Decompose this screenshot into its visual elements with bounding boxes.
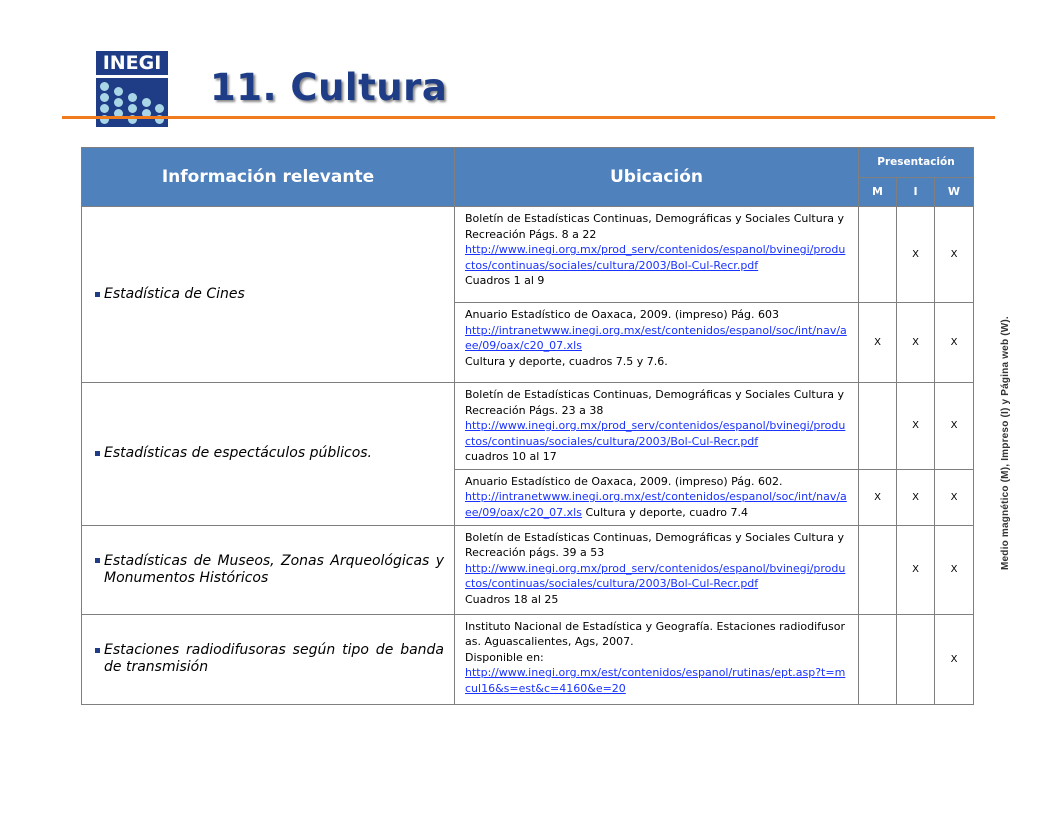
page-title: 11. Cultura	[210, 66, 448, 109]
information-table	[81, 147, 974, 705]
source-text: Instituto Nacional de Estadística y Geografía. Estaciones radiodifusoras. Aguascalientes, Ags, 2007.	[465, 619, 845, 648]
source-link[interactable]: http://www.inegi.org.mx/prod_serv/contenidos/espanol/bvinegi/productos/continuas/sociales/cultura/2003/Bol-Cul-Recr.pdf	[465, 243, 846, 272]
mark-i: X	[897, 207, 935, 303]
header-ubicacion: Ubicación	[455, 148, 859, 207]
table-reference: Cultura y deporte, cuadros 7.5 y 7.6.	[465, 354, 668, 368]
bullet-icon	[95, 558, 100, 563]
source-text: Anuario Estadístico de Oaxaca, 2009. (impreso) Pág. 603	[465, 308, 780, 321]
mark-i	[897, 614, 935, 704]
mark-w: X	[935, 303, 974, 383]
table-reference: Cuadros 1 al 9	[465, 274, 545, 287]
topic-cell	[82, 207, 455, 383]
mark-w: X	[935, 525, 974, 614]
location-cell	[455, 207, 859, 303]
source-link[interactable]: http://www.inegi.org.mx/est/contenidos/espanol/rutinas/ept.asp?t=mcul16&s=est&c=4160&e=20	[465, 666, 846, 695]
mark-m	[859, 207, 897, 303]
table-row	[82, 614, 974, 704]
table-reference: Cultura y deporte, cuadro 7.4	[585, 505, 749, 519]
location-cell	[455, 383, 859, 470]
mark-w: X	[935, 469, 974, 525]
title-underline	[62, 116, 995, 119]
source-text: Boletín de Estadísticas Continuas, Demográficas y Sociales Cultura y Recreación págs. 39 a 53	[465, 530, 844, 559]
source-text: Boletín de Estadísticas Continuas, Demográficas y Sociales Cultura y Recreación Págs. 23 a 38	[465, 388, 844, 417]
mark-m	[859, 525, 897, 614]
logo-wordmark: INEGI	[96, 51, 168, 75]
header-w: W	[935, 177, 974, 207]
mark-w: X	[935, 207, 974, 303]
source-link[interactable]: http://www.inegi.org.mx/prod_serv/contenidos/espanol/bvinegi/productos/continuas/sociales/cultura/2003/Bol-Cul-Recr.pdf	[465, 419, 846, 448]
table-reference: cuadros 10 al 17	[465, 450, 557, 463]
presentation-legend: Medio magnético (M), Impreso (I) y Página web (W).	[1000, 316, 1011, 570]
source-text: Anuario Estadístico de Oaxaca, 2009. (impreso) Pág. 602.	[465, 474, 783, 488]
topic-label: Estadísticas de espectáculos públicos.	[104, 445, 373, 462]
availability-label: Disponible en:	[465, 650, 544, 664]
mark-i: X	[897, 303, 935, 383]
bullet-icon	[95, 451, 100, 456]
mark-m: X	[859, 469, 897, 525]
table-row	[82, 525, 974, 614]
source-link[interactable]: http://intranetwww.inegi.org.mx/est/contenidos/espanol/soc/int/nav/aee/09/oax/c20_07.xls	[465, 323, 847, 352]
location-cell	[455, 469, 859, 525]
source-link[interactable]: http://www.inegi.org.mx/prod_serv/contenidos/espanol/bvinegi/productos/continuas/sociales/cultura/2003/Bol-Cul-Recr.pdf	[465, 561, 846, 590]
header-presentacion: Presentación	[859, 148, 974, 178]
table-row	[82, 207, 974, 303]
mark-i: X	[897, 383, 935, 470]
mark-m	[859, 614, 897, 704]
topic-label: Estadística de Cines	[104, 286, 245, 302]
logo-dot-grid	[96, 78, 168, 127]
source-text: Boletín de Estadísticas Continuas, Demográficas y Sociales Cultura y Recreación Págs. 8 a 22	[465, 212, 844, 241]
topic-label: Estaciones radiodifusoras según tipo de banda de transmisión	[104, 642, 444, 675]
header-i: I	[897, 177, 935, 207]
header-m: M	[859, 177, 897, 207]
header-informacion: Información relevante	[82, 148, 455, 207]
topic-cell	[82, 614, 455, 704]
topic-label: Estadísticas de Museos, Zonas Arqueológicas y Monumentos Históricos	[104, 552, 444, 586]
mark-i: X	[897, 525, 935, 614]
topic-cell	[82, 383, 455, 526]
mark-w: X	[935, 614, 974, 704]
bullet-icon	[95, 648, 100, 653]
location-cell	[455, 614, 859, 704]
bullet-icon	[95, 292, 100, 297]
mark-w: X	[935, 383, 974, 470]
location-cell	[455, 303, 859, 383]
mark-m: X	[859, 303, 897, 383]
mark-m	[859, 383, 897, 470]
source-link[interactable]: http://intranetwww.inegi.org.mx/est/contenidos/espanol/soc/int/nav/aee/09/oax/c20_07.xls	[465, 490, 847, 519]
mark-i: X	[897, 469, 935, 525]
table-row	[82, 383, 974, 470]
table-reference: Cuadros 18 al 25	[465, 592, 559, 606]
topic-cell	[82, 525, 455, 614]
location-cell	[455, 525, 859, 614]
